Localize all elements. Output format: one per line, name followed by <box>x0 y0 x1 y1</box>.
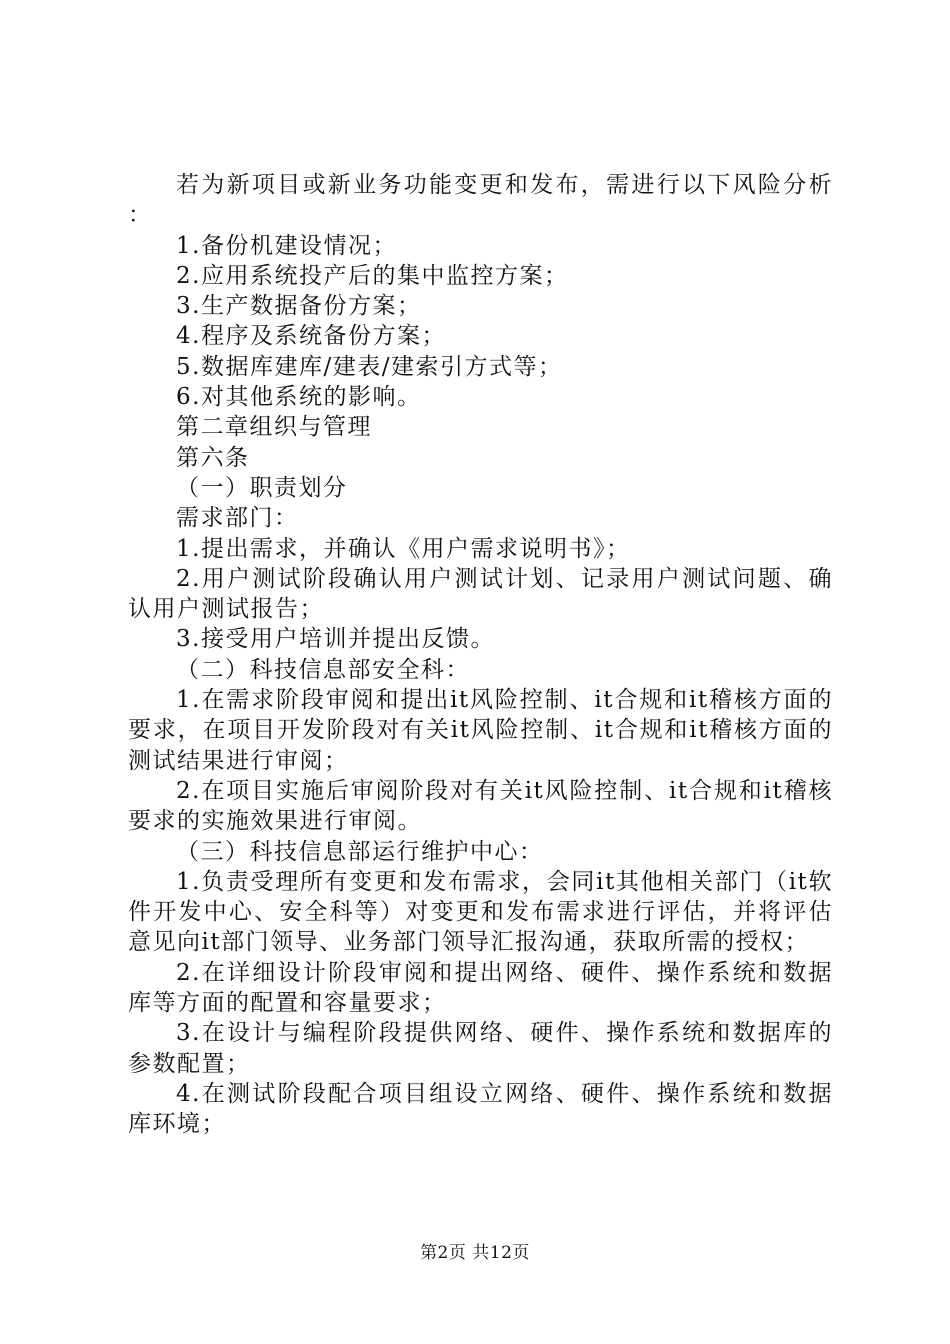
paragraph: 1.在需求阶段审阅和提出it风险控制、it合规和it稽核方面的要求，在项目开发阶段对有关it风险控制、it合规和it稽核方面的测试结果进行审阅； <box>128 687 833 774</box>
document-body <box>128 170 833 1140</box>
paragraph: 需求部门： <box>176 505 299 532</box>
paragraph: 2.在详细设计阶段审阅和提出网络、硬件、操作系统和数据库等方面的配置和容量要求； <box>128 959 833 1017</box>
page-footer <box>0 1243 950 1263</box>
paragraph: 3.生产数据备份方案； <box>176 293 422 320</box>
section-heading: （三）科技信息部运行维护中心： <box>176 838 544 865</box>
article-heading: 第六条 <box>176 444 250 471</box>
paragraph: 2.在项目实施后审阅阶段对有关it风险控制、it合规和it稽核要求的实施效果进行审阅。 <box>128 777 833 835</box>
paragraph: 2.应用系统投产后的集中监控方案； <box>176 262 569 289</box>
paragraph: 1.备份机建设情况； <box>176 232 397 259</box>
paragraph: 2.用户测试阶段确认用户测试计划、记录用户测试问题、确认用户测试报告； <box>128 565 833 623</box>
section-heading: （二）科技信息部安全科： <box>176 656 470 683</box>
section-heading: （一）职责划分 <box>176 474 348 501</box>
paragraph: 3.接受用户培训并提出反馈。 <box>176 626 495 653</box>
paragraph: 4.在测试阶段配合项目组设立网络、硬件、操作系统和数据库环境； <box>128 1080 833 1138</box>
paragraph: 若为新项目或新业务功能变更和发布，需进行以下风险分析： <box>128 172 833 229</box>
paragraph: 1.提出需求，并确认《用户需求说明书》； <box>176 535 631 562</box>
page-number-label: 第2页 共12页 <box>420 1243 530 1263</box>
paragraph: 1.负责受理所有变更和发布需求，会同it其他相关部门（it软件开发中心、安全科等）对变更和发布需求进行评估，并将评估意见向it部门领导、业务部门领导汇报沟通，获取所需的授权； <box>128 868 833 956</box>
paragraph: 6.对其他系统的影响。 <box>176 384 422 411</box>
paragraph: 3.在设计与编程阶段提供网络、硬件、操作系统和数据库的参数配置； <box>128 1020 833 1077</box>
paragraph: 5.数据库建库/建表/建索引方式等； <box>176 353 563 380</box>
paragraph: 4.程序及系统备份方案； <box>176 323 446 350</box>
chapter-heading: 第二章组织与管理 <box>176 414 372 441</box>
